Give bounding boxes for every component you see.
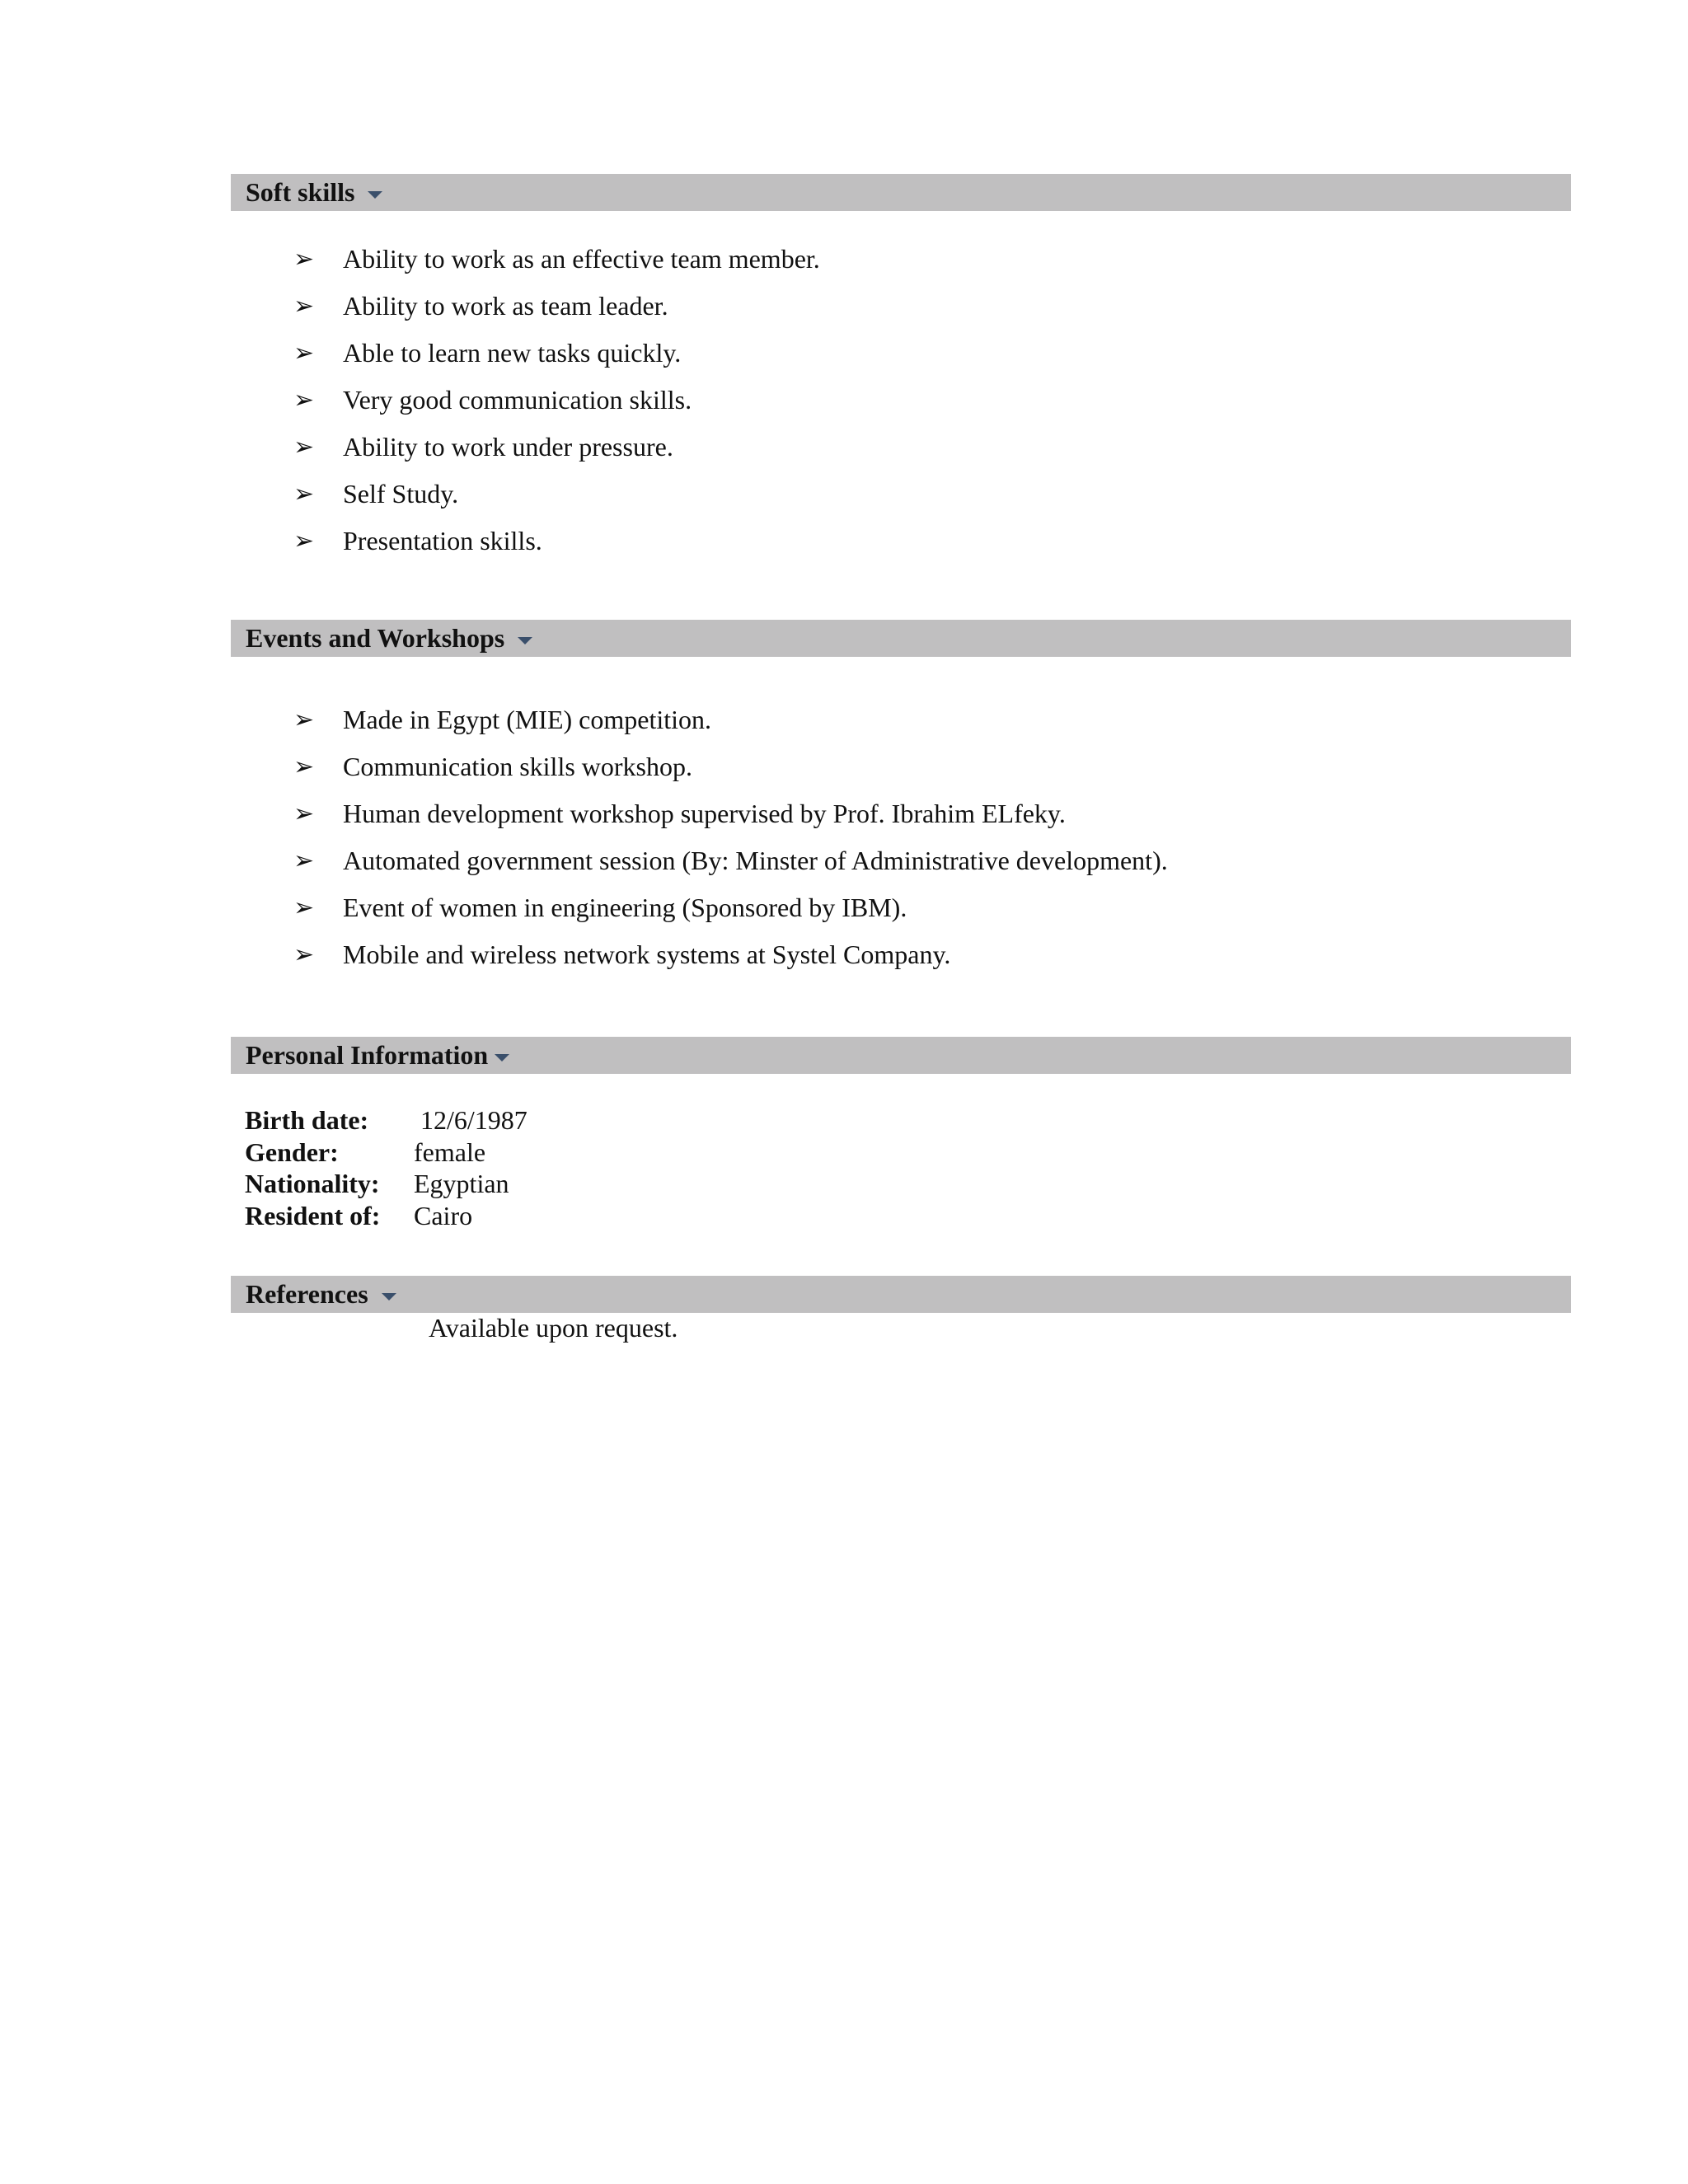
list-item bbox=[293, 377, 820, 424]
nationality-value: Egyptian bbox=[414, 1169, 509, 1198]
dropdown-arrow-icon[interactable] bbox=[495, 1054, 509, 1062]
list-item bbox=[293, 236, 820, 283]
arrow-bullet-icon: ➢ bbox=[293, 386, 315, 415]
section-title: Events and Workshops bbox=[246, 623, 505, 653]
section-header-references bbox=[231, 1276, 1571, 1313]
section-title: Personal Information bbox=[246, 1040, 489, 1070]
arrow-bullet-icon: ➢ bbox=[293, 292, 315, 321]
list-item bbox=[293, 790, 1168, 837]
references-text: Available upon request. bbox=[429, 1313, 678, 1343]
table-row bbox=[245, 1200, 528, 1232]
list-item bbox=[293, 743, 1168, 790]
list-item-text: Communication skills workshop. bbox=[343, 752, 692, 781]
list-item-text: Made in Egypt (MIE) competition. bbox=[343, 705, 712, 734]
list-item-text: Mobile and wireless network systems at Systel Company. bbox=[343, 940, 951, 969]
section-header-events bbox=[231, 620, 1571, 657]
list-item bbox=[293, 837, 1168, 884]
arrow-bullet-icon: ➢ bbox=[293, 799, 315, 828]
list-item-text: Automated government session (By: Minster of Administrative development). bbox=[343, 846, 1168, 875]
arrow-bullet-icon: ➢ bbox=[293, 940, 315, 969]
dropdown-arrow-icon[interactable] bbox=[382, 1293, 396, 1301]
resident-value: Cairo bbox=[414, 1200, 473, 1230]
table-row bbox=[245, 1104, 528, 1137]
section-title: Soft skills bbox=[246, 177, 355, 207]
arrow-bullet-icon: ➢ bbox=[293, 480, 315, 509]
arrow-bullet-icon: ➢ bbox=[293, 846, 315, 875]
list-item bbox=[293, 696, 1168, 743]
personal-info-table bbox=[245, 1104, 528, 1231]
gender-label: Gender: bbox=[245, 1137, 339, 1167]
list-item-text: Ability to work as team leader. bbox=[343, 291, 668, 321]
list-item bbox=[293, 283, 820, 330]
table-row bbox=[245, 1137, 528, 1169]
arrow-bullet-icon: ➢ bbox=[293, 527, 315, 555]
list-item-text: Able to learn new tasks quickly. bbox=[343, 338, 682, 368]
section-header-personal bbox=[231, 1037, 1571, 1074]
list-item-text: Self Study. bbox=[343, 479, 459, 509]
events-list bbox=[293, 696, 1168, 978]
list-item bbox=[293, 471, 820, 518]
resident-label: Resident of: bbox=[245, 1200, 381, 1230]
section-title: References bbox=[246, 1279, 368, 1309]
list-item bbox=[293, 884, 1168, 931]
arrow-bullet-icon: ➢ bbox=[293, 339, 315, 368]
list-item-text: Event of women in engineering (Sponsored by IBM). bbox=[343, 893, 907, 922]
list-item bbox=[293, 330, 820, 377]
dropdown-arrow-icon[interactable] bbox=[518, 637, 532, 644]
list-item bbox=[293, 424, 820, 471]
list-item bbox=[293, 931, 1168, 978]
list-item-text: Very good communication skills. bbox=[343, 385, 692, 415]
arrow-bullet-icon: ➢ bbox=[293, 245, 315, 274]
soft-skills-list bbox=[293, 236, 820, 565]
nationality-label: Nationality: bbox=[245, 1169, 380, 1198]
arrow-bullet-icon: ➢ bbox=[293, 433, 315, 462]
birth-date-value: 12/6/1987 bbox=[414, 1105, 528, 1135]
list-item-text: Presentation skills. bbox=[343, 526, 542, 555]
dropdown-arrow-icon[interactable] bbox=[368, 191, 382, 199]
table-row bbox=[245, 1168, 528, 1200]
list-item-text: Human development workshop supervised by Prof. Ibrahim ELfeky. bbox=[343, 799, 1066, 828]
arrow-bullet-icon: ➢ bbox=[293, 893, 315, 922]
birth-date-label: Birth date: bbox=[245, 1105, 369, 1135]
gender-value: female bbox=[414, 1137, 486, 1167]
arrow-bullet-icon: ➢ bbox=[293, 752, 315, 781]
list-item-text: Ability to work as an effective team member. bbox=[343, 244, 820, 274]
arrow-bullet-icon: ➢ bbox=[293, 705, 315, 734]
section-header-soft-skills bbox=[231, 174, 1571, 211]
list-item-text: Ability to work under pressure. bbox=[343, 432, 673, 462]
list-item bbox=[293, 518, 820, 565]
